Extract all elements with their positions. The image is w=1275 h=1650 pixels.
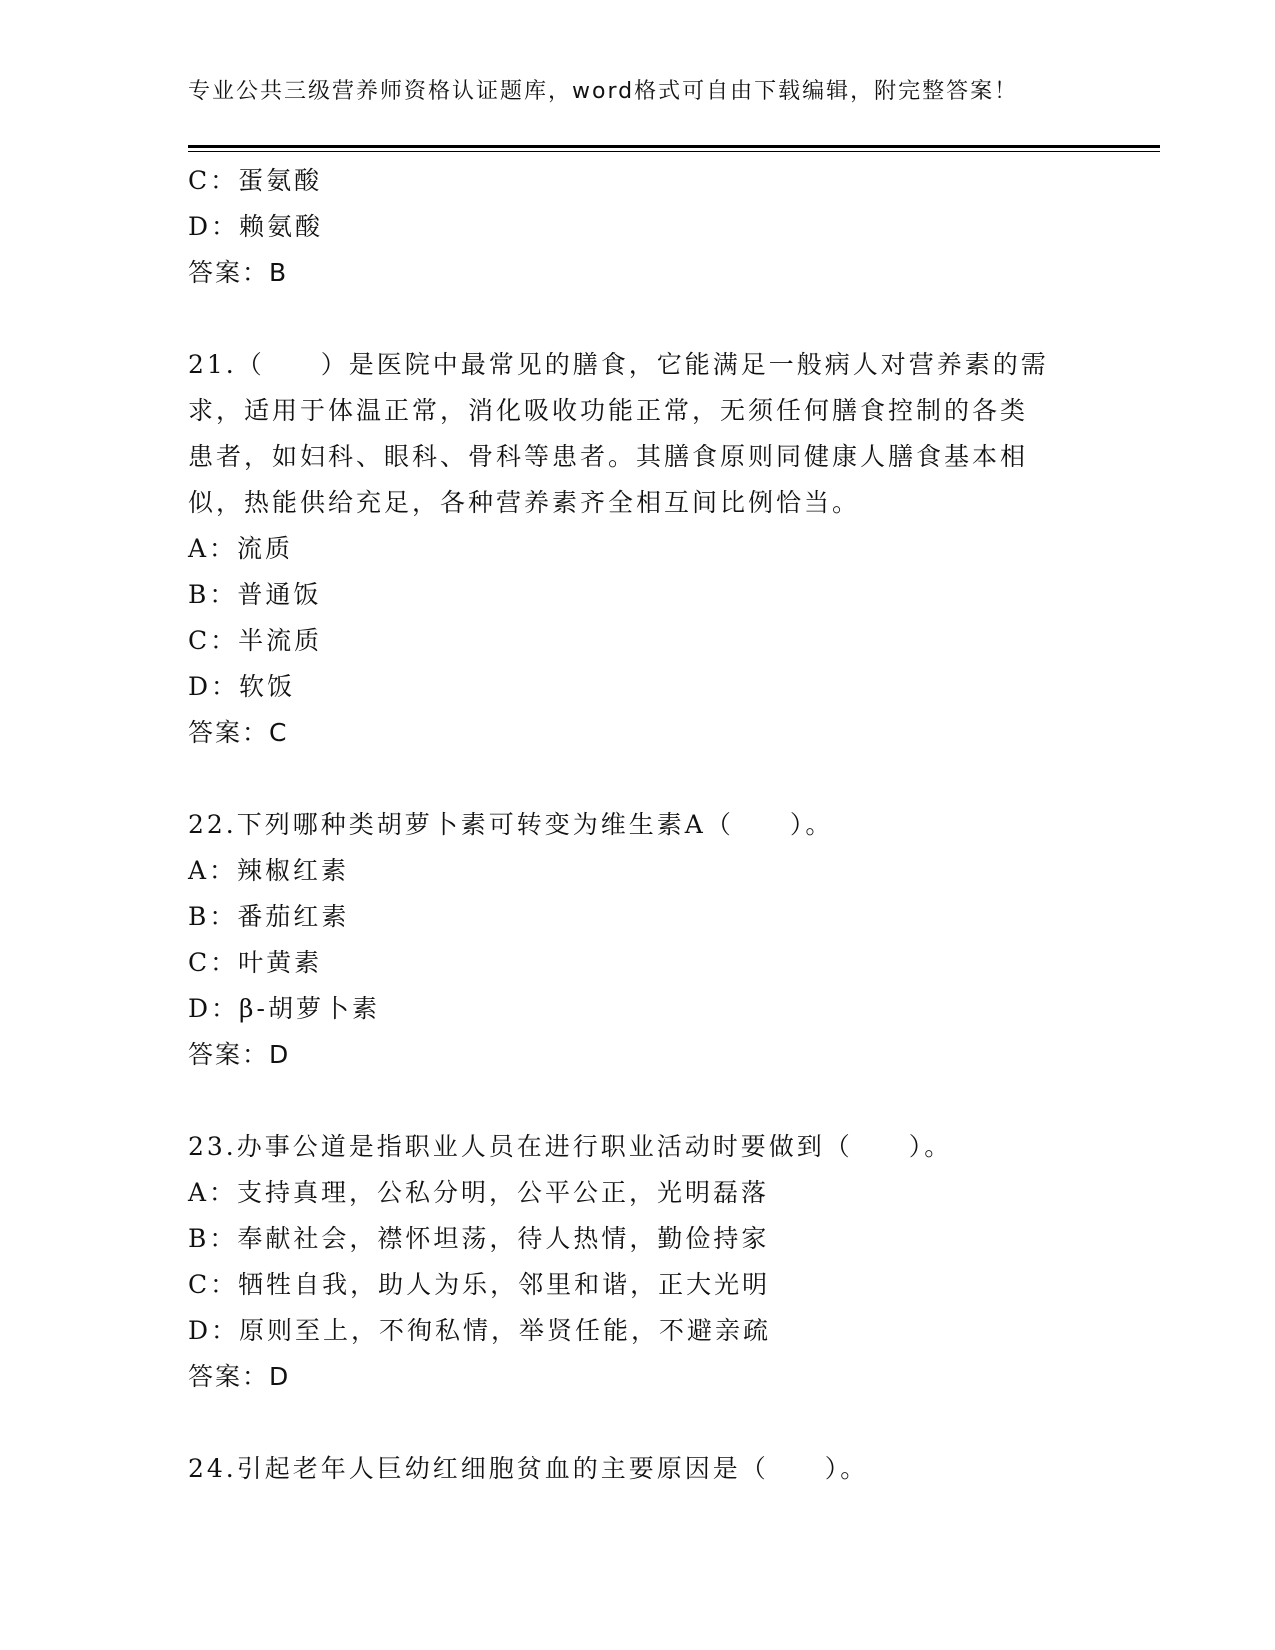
question-stem-line: 21.（ ）是医院中最常见的膳食，它能满足一般病人对营养素的需 — [188, 350, 1049, 379]
option-line: C：叶黄素 — [188, 948, 323, 977]
option-line: B：奉献社会，襟怀坦荡，待人热情，勤俭持家 — [188, 1224, 770, 1253]
option-line: D：赖氨酸 — [188, 212, 324, 241]
spacer — [188, 1400, 1088, 1446]
question-stem-line: 求，适用于体温正常，消化吸收功能正常，无须任何膳食控制的各类 — [188, 396, 1029, 425]
spacer — [188, 756, 1088, 802]
option-line: B：番茄红素 — [188, 902, 350, 931]
option-line: D：原则至上，不徇私情，举贤任能，不避亲疏 — [188, 1316, 772, 1345]
question-content — [188, 158, 1088, 1492]
option-line: C：蛋氨酸 — [188, 166, 323, 195]
answer-line: 答案：D — [188, 1040, 291, 1069]
option-line: D：软饭 — [188, 672, 296, 701]
page-header: 专业公共三级营养师资格认证题库，word格式可自由下载编辑，附完整答案！ — [188, 79, 1019, 104]
header-divider-thin — [188, 151, 1160, 152]
question-stem-line: 24.引起老年人巨幼红细胞贫血的主要原因是（ ）。 — [188, 1454, 869, 1483]
answer-line: 答案：B — [188, 258, 289, 287]
spacer — [188, 1078, 1088, 1124]
option-line: C：半流质 — [188, 626, 323, 655]
question-stem-line: 22.下列哪种类胡萝卜素可转变为维生素A（ ）。 — [188, 810, 834, 839]
option-line: C：牺牲自我，助人为乐，邻里和谐，正大光明 — [188, 1270, 771, 1299]
spacer — [188, 296, 1088, 342]
option-line: B：普通饭 — [188, 580, 322, 609]
option-line: A：流质 — [188, 534, 294, 563]
option-line: D：β-胡萝卜素 — [188, 994, 380, 1023]
header-divider-thick — [188, 145, 1160, 148]
question-stem-line: 23.办事公道是指职业人员在进行职业活动时要做到（ ）。 — [188, 1132, 953, 1161]
answer-line: 答案：C — [188, 718, 289, 747]
answer-line: 答案：D — [188, 1362, 291, 1391]
question-stem-line: 患者，如妇科、眼科、骨科等患者。其膳食原则同健康人膳食基本相 — [188, 442, 1029, 471]
option-line: A：辣椒红素 — [188, 856, 350, 885]
option-line: A：支持真理，公私分明，公平公正，光明磊落 — [188, 1178, 770, 1207]
question-stem-line: 似，热能供给充足，各种营养素齐全相互间比例恰当。 — [188, 488, 861, 517]
